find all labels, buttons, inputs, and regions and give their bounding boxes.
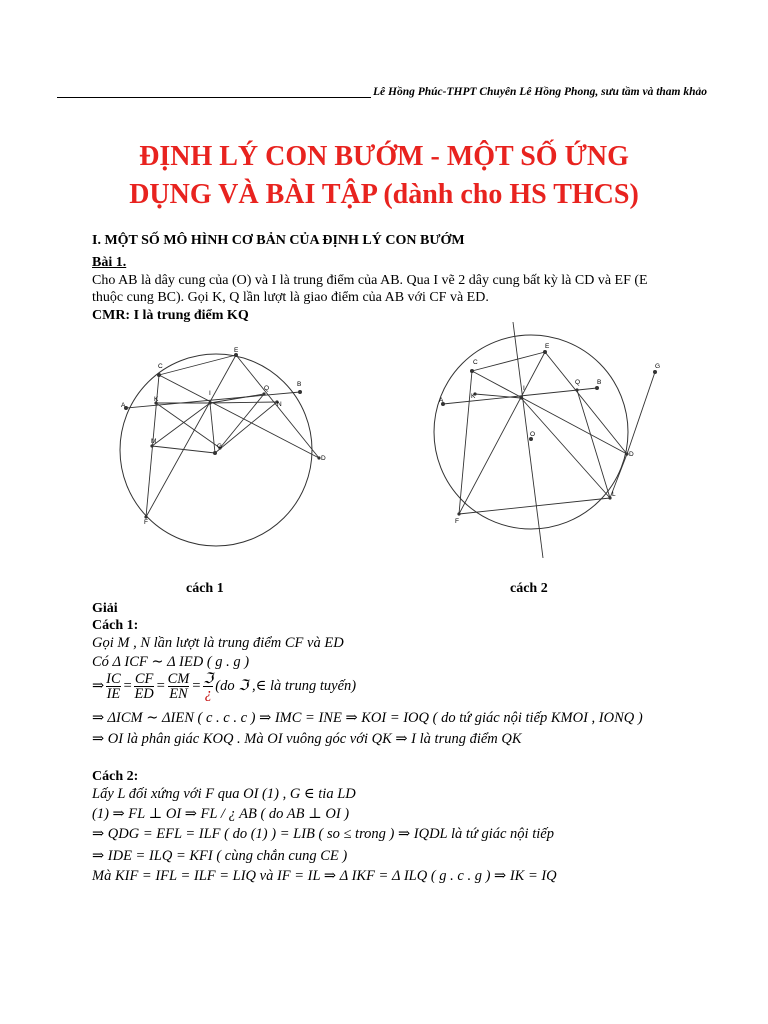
- frac-ie: IE: [106, 686, 121, 702]
- fig1-label-6: B: [297, 381, 302, 388]
- method-1-label: Cách 1:: [92, 618, 139, 633]
- fig2-label-4: K: [471, 393, 476, 400]
- title-line-2: DỤNG VÀ BÀI TẬP (dành cho HS THCS): [129, 179, 639, 210]
- caption-method-1: cách 1: [186, 581, 224, 596]
- figure-method-2: [415, 318, 675, 568]
- solution-label: Giải: [92, 601, 118, 616]
- fig1-label-0: C: [158, 363, 163, 370]
- frac-im: ℑ: [203, 671, 214, 687]
- section-heading: I. MỘT SỐ MÔ HÌNH CƠ BẢN CỦA ĐỊNH LÝ CON BƯỚM: [92, 233, 465, 248]
- page-title: [60, 138, 708, 214]
- m1-line-1: Gọi M , N lần lượt là trung điểm CF và ED: [92, 635, 344, 651]
- m1-line-3: ⇒ $\frac{IC}{IE}$ = $\frac{CF}{ED}$ = $\frac{CM}{EN}$ = $\frac{\text{ℑ}}{¿}$ (do ℑ ,∈ là trung tuyến): [92, 671, 357, 702]
- fig1-label-2: A: [121, 402, 126, 409]
- problem-text-line-1: Cho AB là dây cung của (O) và I là trung điểm của AB. Qua I vẽ 2 dây cung bất kỳ là CD và EF (E: [92, 273, 648, 288]
- m2-line-5: Mà KIF = IFL = ILF = LIQ và IF = IL ⇒ Δ IKF = Δ ILQ ( g . c . g ) ⇒ IK = IQ: [92, 868, 557, 884]
- fig2-label-6: Q: [575, 379, 581, 386]
- m2-line-4: ⇒ IDE = ILQ = KFI ( cùng chắn cung CE ): [92, 848, 348, 864]
- m2-line-1: Lấy L đối xứng với F qua OI (1) , G ∈ tia LD: [92, 786, 356, 802]
- header-author-text: Lê Hồng Phúc-THPT Chuyên Lê Hồng Phong, sưu tầm và tham khảo: [373, 86, 708, 98]
- figure-method-1: [112, 340, 332, 550]
- fig1-label-4: I: [209, 390, 211, 397]
- fig1-label-5: Q: [264, 385, 270, 392]
- exercise-label: Bài 1.: [92, 255, 127, 270]
- frac-tail: (do ℑ ,∈ là trung tuyến): [215, 677, 357, 694]
- fig1-label-7: N: [277, 401, 282, 408]
- prove-statement: CMR: I là trung điểm KQ: [92, 308, 249, 323]
- fig2-label-5: I: [523, 385, 525, 392]
- fig2-label-8: O: [530, 431, 536, 438]
- m2-line-3: ⇒ QDG = EFL = ILF ( do (1) ) = LIB ( so ≤ trong ) ⇒ IQDL là tứ giác nội tiếp: [92, 826, 554, 842]
- fig1-label-8: M: [151, 438, 157, 445]
- frac-ic: IC: [106, 671, 121, 687]
- fig2-label-9: D: [629, 451, 634, 458]
- title-line-1: ĐỊNH LÝ CON BƯỚM - MỘT SỐ ỨNG: [139, 141, 629, 172]
- fig2-label-2: G: [655, 363, 661, 370]
- header-rule: [57, 97, 371, 98]
- frac-en: EN: [169, 686, 188, 702]
- fig1-label-3: K: [154, 396, 159, 403]
- fig2-label-3: A: [439, 397, 444, 404]
- m1-line-2: Có Δ ICF ∼ Δ IED ( g . g ): [92, 654, 250, 670]
- fig2-label-11: L: [612, 491, 616, 498]
- frac-cm: CM: [167, 671, 190, 687]
- fig2-label-0: C: [473, 359, 478, 366]
- fig1-label-11: F: [144, 519, 148, 526]
- fig2-label-1: E: [545, 343, 550, 350]
- frac-ed: ED: [134, 686, 154, 702]
- m1-line-5: ⇒ OI là phân giác KOQ . Mà OI vuông góc với QK ⇒ I là trung điểm QK: [92, 731, 522, 747]
- method-2-label: Cách 2:: [92, 769, 139, 784]
- fig1-label-10: D: [321, 455, 326, 462]
- problem-text-line-2: thuộc cung BC). Gọi K, Q lần lượt là giao điểm của AB với CF và ED.: [92, 290, 489, 305]
- fig2-label-7: B: [597, 379, 602, 386]
- m1-line-4: ⇒ ΔICM ∼ ΔIEN ( c . c . c ) ⇒ IMC = INE ⇒ KOI = IOQ ( do tứ giác nội tiếp KMOI , IONQ ): [92, 710, 643, 726]
- frac-cf: CF: [134, 671, 154, 687]
- fig1-label-9: G: [217, 443, 223, 450]
- m2-line-2: (1) ⇒ FL ⊥ OI ⇒ FL / ¿ AB ( do AB ⊥ OI ): [92, 806, 350, 822]
- frac-inv: ¿: [204, 686, 212, 702]
- caption-method-2: cách 2: [510, 581, 548, 596]
- fig2-label-10: F: [455, 518, 459, 525]
- circle-o: [120, 354, 312, 546]
- fig1-label-1: E: [234, 347, 239, 354]
